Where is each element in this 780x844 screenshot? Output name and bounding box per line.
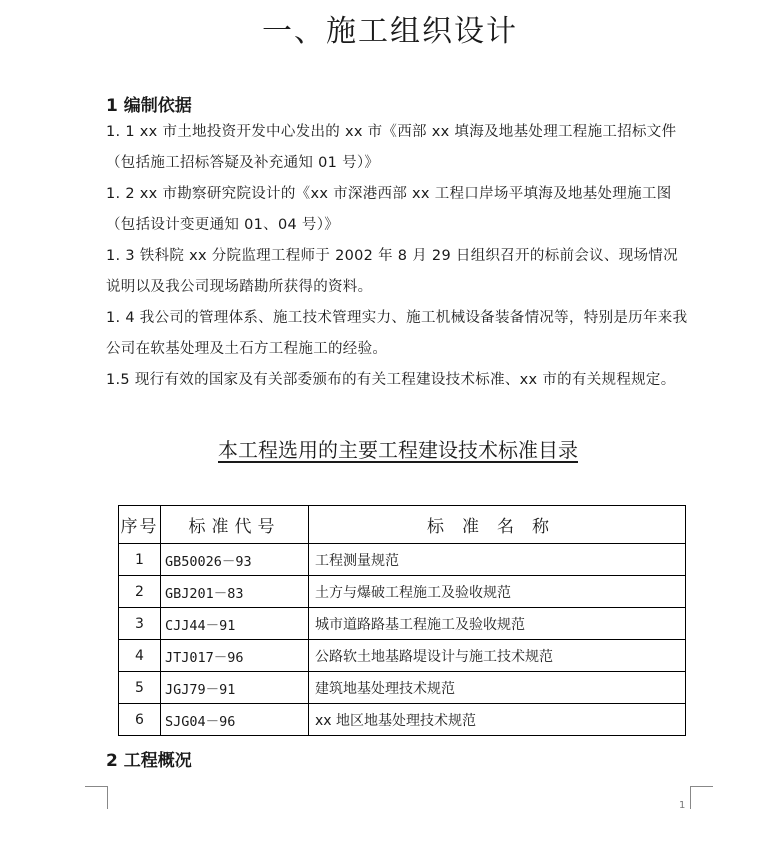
- table-row: [119, 544, 686, 576]
- row-code: GB50026－93: [161, 544, 309, 576]
- row-name: 城市道路路基工程施工及验收规范: [309, 608, 686, 640]
- row-no: 6: [119, 704, 161, 736]
- row-no: 5: [119, 672, 161, 704]
- column-header-name: 标准名称: [309, 506, 686, 544]
- row-no: 1: [119, 544, 161, 576]
- row-no: 4: [119, 640, 161, 672]
- table-row: [119, 608, 686, 640]
- row-name: 土方与爆破工程施工及验收规范: [309, 576, 686, 608]
- standards-table: [118, 505, 686, 736]
- table-row: [119, 704, 686, 736]
- margin-corner-mark-left: [85, 786, 108, 809]
- column-header-code: 标准代号: [161, 506, 309, 544]
- row-code: CJJ44－91: [161, 608, 309, 640]
- row-name: 建筑地基处理技术规范: [309, 672, 686, 704]
- row-code: GBJ201－83: [161, 576, 309, 608]
- paragraph-1-2: 1. 2 xx 市勘察研究院设计的《xx 市深港西部 xx 工程口岸场平填海及地基处理施工图（包括设计变更通知 01、04 号）》: [106, 186, 672, 233]
- paragraph-1-3: 1. 3 铁科院 xx 分院监理工程师于 2002 年 8 月 29 日组织召开的标前会议、现场情况说明以及我公司现场踏勘所获得的资料。: [106, 248, 678, 295]
- row-code: JGJ79－91: [161, 672, 309, 704]
- table-header-row: [119, 506, 686, 544]
- table-row: [119, 672, 686, 704]
- table-row: [119, 576, 686, 608]
- column-header-no: 序号: [119, 506, 161, 544]
- row-name: 公路软土地基路堤设计与施工技术规范: [309, 640, 686, 672]
- page-number: 1: [679, 800, 686, 811]
- margin-corner-mark-right: [690, 786, 713, 809]
- paragraph-1-1: 1. 1 xx 市土地投资开发中心发出的 xx 市《西部 xx 填海及地基处理工程施工招标文件（包括施工招标答疑及补充通知 01 号）》: [106, 124, 677, 171]
- paragraph-1-4: 1. 4 我公司的管理体系、施工技术管理实力、施工机械设备装备情况等，特别是历年来我公司在软基处理及土石方工程施工的经验。: [106, 310, 688, 357]
- row-code: SJG04－96: [161, 704, 309, 736]
- section-heading-overview: 2 工程概况: [106, 751, 192, 771]
- row-name: xx 地区地基处理技术规范: [309, 704, 686, 736]
- row-name: 工程测量规范: [309, 544, 686, 576]
- table-title: 本工程选用的主要工程建设技术标准目录: [218, 438, 578, 462]
- section-heading-basis: 1 编制依据: [106, 96, 192, 116]
- row-no: 3: [119, 608, 161, 640]
- table-row: [119, 640, 686, 672]
- document-title: 一、施工组织设计: [262, 14, 518, 49]
- row-no: 2: [119, 576, 161, 608]
- paragraph-1-5: 1.5 现行有效的国家及有关部委颁布的有关工程建设技术标准、xx 市的有关规程规定。: [106, 372, 676, 388]
- row-code: JTJ017－96: [161, 640, 309, 672]
